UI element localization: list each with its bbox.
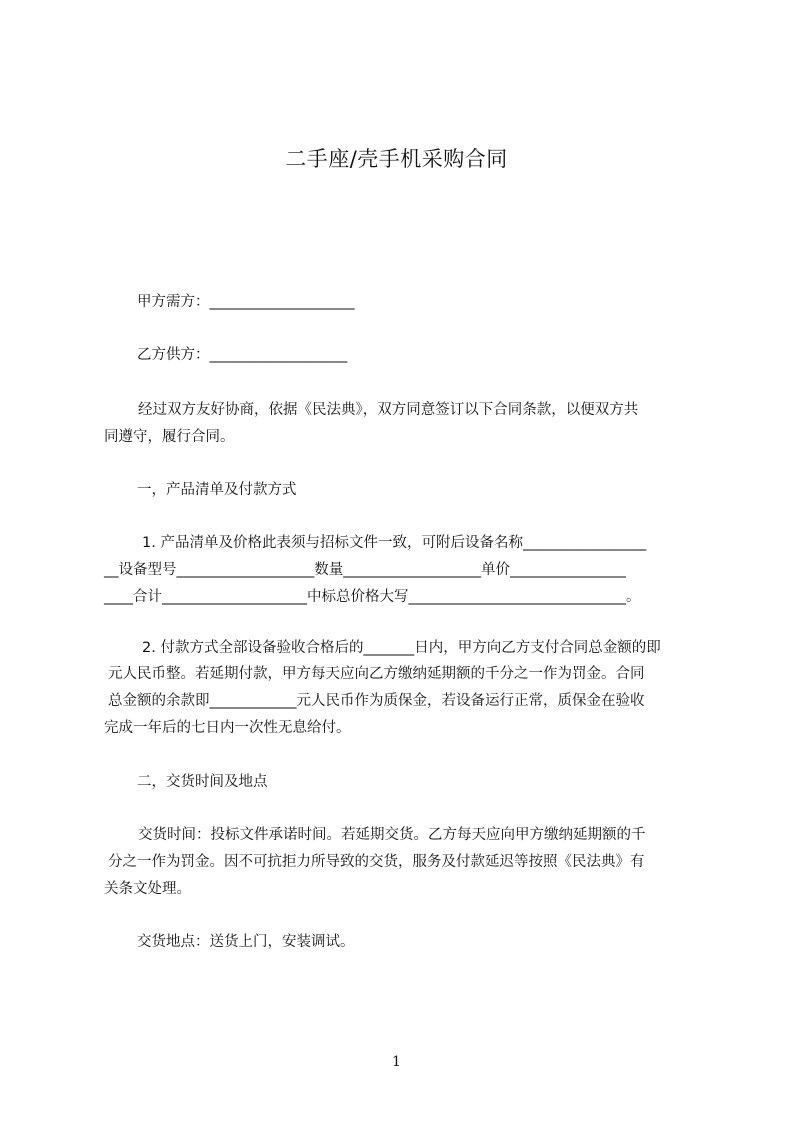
party-b-line: 乙方供方：___________________ xyxy=(137,347,348,363)
clause-line: 2. 付款方式全部设备验收合格后的_______日内，甲方向乙方支付合同总金额的即 xyxy=(142,640,661,656)
section-heading: 二，交货时间及地点 xyxy=(137,774,268,790)
section-heading: 一，产品清单及付款方式 xyxy=(137,482,297,498)
clause-line: 总金额的余款即____________元人民币作为质保金，若设备运行正常，质保金在验收 xyxy=(108,693,645,709)
party-a-line: 甲方需方：____________________ xyxy=(137,294,355,310)
clause-line: 关条文处理。 xyxy=(104,881,191,897)
document-title: 二手座/壳手机采购合同 xyxy=(285,147,508,171)
page-number: 1 xyxy=(392,1054,401,1070)
clause-line: 分之一作为罚金。因不可抗拒力所导致的交货，服务及付款延迟等按照《民法典》有 xyxy=(108,854,645,870)
clause-line: ____合计____________________中标总价格大写______________________________。 xyxy=(104,589,641,605)
clause-line: 交货时间：投标文件承诺时间。若延期交货。乙方每天应向甲方缴纳延期额的千 xyxy=(138,827,646,843)
intro-paragraph-line: 同遵守，履行合同。 xyxy=(104,429,235,445)
clause-line: 1. 产品清单及价格此表须与招标文件一致，可附后设备名称_________________ xyxy=(142,535,647,551)
clause-line: __设备型号___________________数量___________________单价________________ xyxy=(104,562,626,578)
clause-line: 元人民币整。若延期付款，甲方每天应向乙方缴纳延期额的千分之一作为罚金。合同 xyxy=(108,666,645,682)
intro-paragraph-line: 经过双方友好协商，依据《民法典》，双方同意签订以下合同条款，以便双方共 xyxy=(138,402,639,418)
clause-line: 交货地点：送货上门，安装调试。 xyxy=(137,934,355,950)
clause-line: 完成一年后的七日内一次性无息给付。 xyxy=(104,720,351,736)
